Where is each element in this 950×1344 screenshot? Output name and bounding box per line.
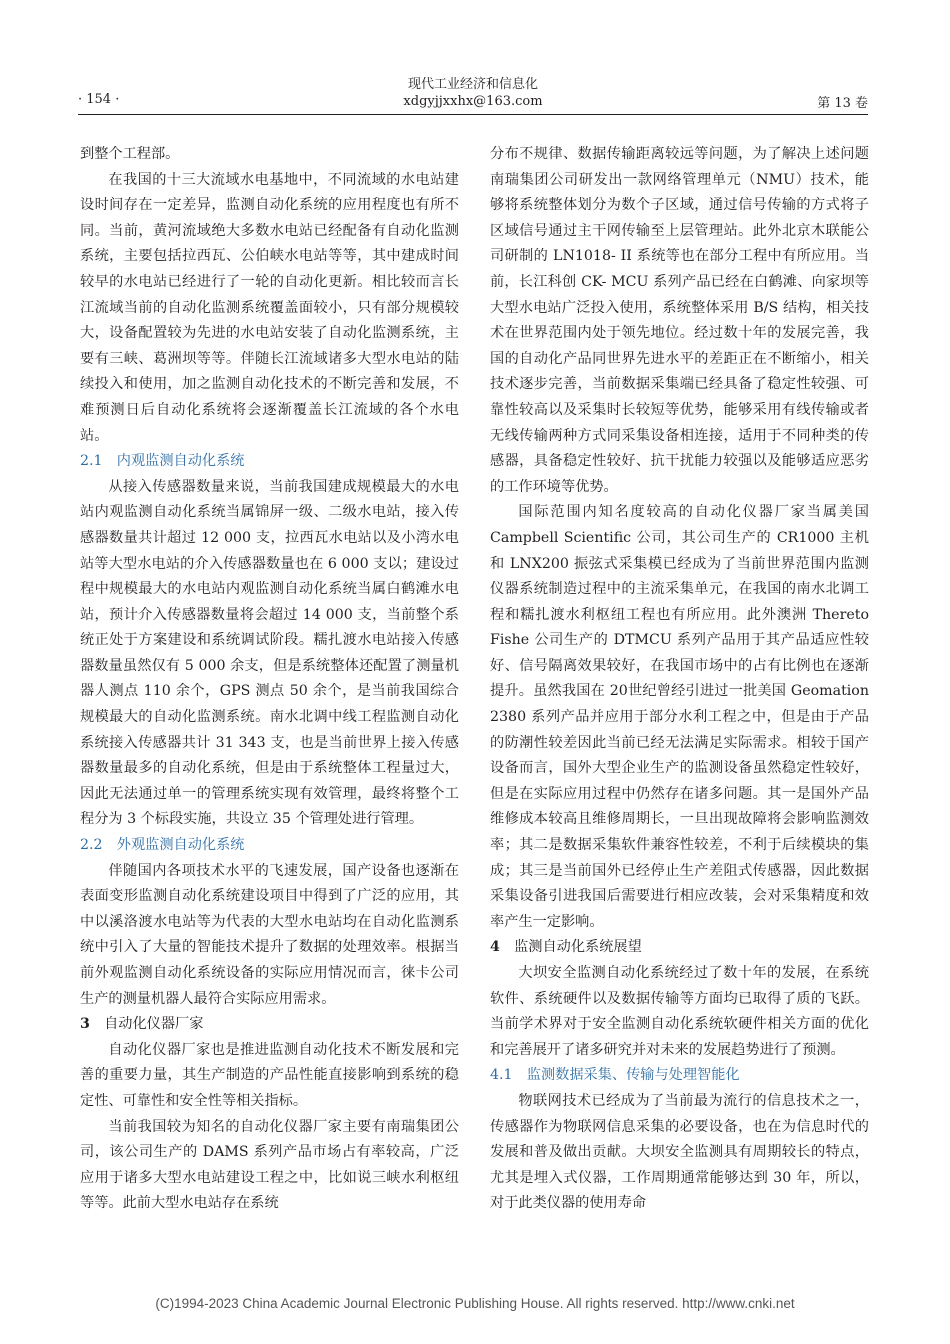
left-column xyxy=(80,142,459,1217)
paragraph: 分布不规律、数据传输距离较远等问题，为了解决上述问题南瑞集团公司研发出一款网络管理单元（NMU）技术，能够将系统整体划分为数个子区域，通过信号传输的方式将子区域信号通过主干网传输至上层管理站。此外北京木联能公司研制的 LN1018- II 系统等也在部分工程中有所应用。当前，长江科创 CK- MCU 系列产品已经在白鹤滩、向家坝等大型水电站广泛投入使用，系统整体采用 B/S 结构，相关技术在世界范围内处于领先地位。经过数十年的发展完善，我国的自动化产品同世界先进水平的差距正在不断缩小，相关技术逐步完善，当前数据采集端已经具备了稳定性较强、可靠性较高以及采集时长较短等优势，能够采用有线传输或者无线传输两种方式同采集设备相连接，适用于不同种类的传感器，具备稳定性较好、抗干扰能力较强以及能够适应恶劣的工作环境等优势。 xyxy=(490,146,869,495)
section-heading xyxy=(490,935,869,961)
paragraph: 自动化仪器厂家也是推进监测自动化技术不断发展和完善的重要力量，其生产制造的产品性能直接影响到系统的稳定性、可靠性和安全性等相关指标。 xyxy=(80,1041,459,1109)
copyright-footer: (C)1994-2023 China Academic Journal Electronic Publishing House. All rights reserved. http://www.cnki.net xyxy=(155,1296,795,1311)
journal-title: 现代工业经济和信息化 xyxy=(407,77,538,92)
section-number: 3 xyxy=(80,1016,90,1033)
page-number: · 154 · xyxy=(78,92,120,107)
paragraph: 从接入传感器数量来说，当前我国建成规模最大的水电站内观监测自动化系统当属锦屏一级、二级水电站，接入传感器数量共计超过 12 000 支，拉西瓦水电站以及小湾水电站等大型水电站的介入传感器数量也在 6 000 支以；建设过程中规模最大的水电站内观监测自动化系统当属白鹤滩水电站，预计介入传感器数量将会超过 14 000 支，当前整个系统正处于方案建设和系统调试阶段。糯扎渡水电站接入传感器数量虽然仅有 5 000 余支，但是系统整体还配置了测量机器人测点 110 余个，GPS 测点 50 余个，是当前我国综合规模最大的自动化监测系统。南水北调中线工程监测自动化系统接入传感器共计 31 343 支，也是当前世界上接入传感器数量最多的自动化系统，但是由于系统整体工程量过大，因此无法通过单一的管理系统实现有效管理，最终将整个工程分为 3 个标段实施，共设立 35 个管理处进行管理。 xyxy=(80,478,459,828)
section-title: 监测自动化系统展望 xyxy=(514,939,642,956)
paragraph: 当前我国较为知名的自动化仪器厂家主要有南瑞集团公司，该公司生产的 DAMS 系列产品市场占有率较高，广泛应用于诸多大型水电站建设工程之中，比如说三峡水利枢纽等等。此前大型水电站存在系统 xyxy=(80,1118,459,1212)
section-heading xyxy=(80,1012,459,1038)
subsection-heading: 2.2 外观监测自动化系统 xyxy=(80,837,245,854)
paragraph: 到整个工程部。 xyxy=(80,146,180,162)
running-header xyxy=(78,74,868,115)
paragraph: 在我国的十三大流域水电基地中，不同流域的水电站建设时间存在一定差异，监测自动化系统的应用程度也有所不同。当前，黄河流域绝大多数水电站已经配备有自动化监测系统，主要包括拉西瓦、公伯峡水电站等等，其中建成时间较早的水电站已经进行了一轮的自动化更新。相比较而言长江流域当前的自动化监测系统覆盖面较小，只有部分规模较大，设备配置较为先进的水电站安装了自动化监测系统，主要有三峡、葛洲坝等等。伴随长江流域诸多大型水电站的陆续投入和使用，加之监测自动化技术的不断完善和发展，不难预测日后自动化系统将会逐渐覆盖长江流域的各个水电站。 xyxy=(80,171,459,444)
section-number: 4 xyxy=(490,939,500,956)
subsection-heading: 2.1 内观监测自动化系统 xyxy=(80,453,245,470)
header-center xyxy=(78,76,868,110)
journal-email: xdgyjjxxhx@163.com xyxy=(403,94,543,109)
section-title: 自动化仪器厂家 xyxy=(104,1016,204,1033)
paragraph: 物联网技术已经成为了当前最为流行的信息技术之一，传感器作为物联网信息采集的必要设备，也在为信息时代的发展和普及做出贡献。大坝安全监测具有周期较长的特点，尤其是埋入式仪器，工作周期通常能够达到 30 年，所以，对于此类仪器的使用寿命 xyxy=(490,1092,869,1212)
volume-label: 第 13 卷 xyxy=(817,96,868,111)
right-column xyxy=(490,142,869,1217)
paragraph: 大坝安全监测自动化系统经过了数十年的发展，在系统软件、系统硬件以及数据传输等方面均已取得了质的飞跃。当前学术界对于安全监测自动化系统软硬件相关方面的优化和完善展开了诸多研究并对未来的发展趋势进行了预测。 xyxy=(490,965,869,1058)
paragraph: 伴随国内各项技术水平的飞速发展，国产设备也逐渐在表面变形监测自动化系统建设项目中得到了广泛的应用，其中以溪洛渡水电站等为代表的大型水电站均在自动化监测系统中引入了大量的智能技术提升了数据的处理效率。根据当前外观监测自动化系统设备的实际应用情况而言，徕卡公司生产的测量机器人最符合实际应用需求。 xyxy=(80,862,459,1007)
subsection-heading: 4.1 监测数据采集、传输与处理智能化 xyxy=(490,1067,740,1084)
paragraph: 国际范围内知名度较高的自动化仪器厂家当属美国 Campbell Scientific 公司，其公司生产的 CR1000 主机和 LNX200 振弦式采集模已经成为了当前世界范围内监测仪器系统制造过程中的主流采集单元，在我国的南水北调工程和糯扎渡水利枢纽工程也有所应用。此外澳洲 Thereto Fishe 公司生产的 DTMCU 系列产品用于其产品适应性较好、信号隔离效果较好，在我国市场中的占有比例也在逐渐提升。虽然我国在 20世纪曾经引进过一批美国 Geomation 2380 系列产品并应用于部分水利工程之中，但是由于产品的防潮性较差因此当前已经无法满足实际需求。相较于国产设备而言，国外大型企业生产的监测设备虽然稳定性较好，但是在实际应用过程中仍然存在诸多问题。其一是国外产品维修成本较高且维修周期长，一旦出现故障将会影响监测效率；其二是数据采集软件兼容性较差，不利于后续模块的集成；其三是当前国外已经停止生产差阻式传感器，因此数据采集设备引进我国后需要进行相应改装，会对采集精度和效率产生一定影响。 xyxy=(490,504,869,930)
